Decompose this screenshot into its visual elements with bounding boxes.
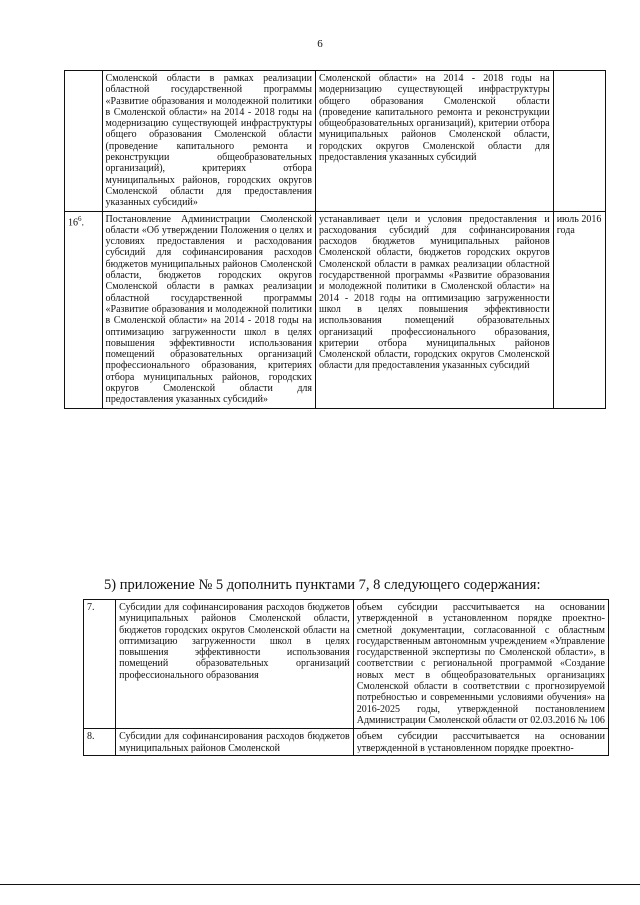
document-cell: Постановление Администрации Смоленской области «Об утверждении Положения о целях и условиях предоставления и расходования субсидий для софинансирования расходов бюджетов муниципальных районов Смоленской области, бюджетов городских округов Смоленской области в рамках реализации областной государственной программы «Развитие образования и молодежной политики в Смоленской области» на 2014 - 2018 годы на оптимизацию загруженности школ в целях повышения эффективности использования помещений образовательных организаций профессионального образования, критериях отбора муниципальных районов, городских округов Смоленской области для предоставления указанных субсидий»	[102, 211, 315, 408]
subsidy-name-cell: Субсидии для софинансирования расходов бюджетов муниципальных районов Смоленской области, бюджетов городских округов Смоленской области на оптимизацию загруженности школ в целях повышения эффективности использования помещений образовательных организаций профессионального образования	[116, 600, 354, 729]
item-number-cell: 7.	[84, 600, 116, 729]
table-row	[84, 729, 609, 756]
document-cell: Смоленской области в рамках реализации областной государственной программы «Развитие образования и молодежной политики в Смоленской области» на 2014 - 2018 годы на модернизацию существующей инфраструктуры общего образования Смоленской области (проведение капитального ремонта и реконструкции общеобразовательных организаций), критериях отбора муниципальных районов, городских округов Смоленской области для предоставления указанных субсидий»	[102, 71, 315, 212]
table-row	[65, 71, 606, 212]
row-number-cell	[65, 211, 103, 408]
subsidy-name-text: Субсидии для софинансирования расходов бюджетов муниципальных районов Смоленской	[119, 731, 350, 754]
subsidy-name-cell	[116, 729, 354, 756]
calculation-method-text: объем субсидии рассчитывается на основании утвержденной в установленном порядке проектно-	[356, 731, 605, 754]
table-row	[84, 600, 609, 729]
subsidies-table	[83, 599, 609, 756]
footer-rule	[0, 884, 640, 885]
row-number-superscript: 6	[78, 214, 82, 223]
purpose-cell: устанавливает цели и условия предоставления и расходования субсидий для софинансирования расходов бюджетов муниципальных районов Смоленской области, бюджетов городских округов Смоленской области в рамках реализации областной государственной программы «Развитие образования и молодежной политики в Смоленской области» на 2014 - 2018 годы на оптимизацию загруженности школ в целях повышения эффективности использования помещений образовательных организаций профессионального образования, критерии отбора муниципальных районов Смоленской области, городских округов Смоленской области для предоставления указанных субсидий	[316, 211, 554, 408]
calculation-method-cell	[353, 729, 608, 756]
calculation-method-cell: объем субсидии рассчитывается на основании утвержденной в установленном порядке проектно-сметной документации, согласованной с областным государственным автономным учреждением «Управление государственной экспертизы по Смоленской области», в соответствии с региональной программой «Создание новых мест в общеобразовательных организациях Смоленской области в соответствии с прогнозируемой потребностью и современными условиями обучения» на 2016-2025 годы, утвержденной постановлением Администрации Смоленской области от 02.03.2016 № 106	[353, 600, 608, 729]
row-number-cell	[65, 71, 103, 212]
date-cell	[553, 71, 605, 212]
section-heading: 5) приложение № 5 дополнить пунктами 7, 8 следующего содержания:	[104, 577, 541, 593]
row-number: 16	[68, 216, 78, 228]
row-number-suffix: .	[81, 216, 84, 228]
date-cell: июль 2016 года	[553, 211, 605, 408]
page-number: 6	[317, 38, 323, 50]
purpose-cell: Смоленской области» на 2014 - 2018 годы на модернизацию существующей инфраструктуры общего образования Смоленской области (проведение капитального ремонта и реконструкции общеобразовательных организаций), критерии отбора муниципальных районов Смоленской области, городских округов Смоленской области для предоставления указанных субсидий	[316, 71, 554, 212]
documents-table	[64, 70, 606, 409]
table-row	[65, 211, 606, 408]
item-number-cell: 8.	[84, 729, 116, 756]
